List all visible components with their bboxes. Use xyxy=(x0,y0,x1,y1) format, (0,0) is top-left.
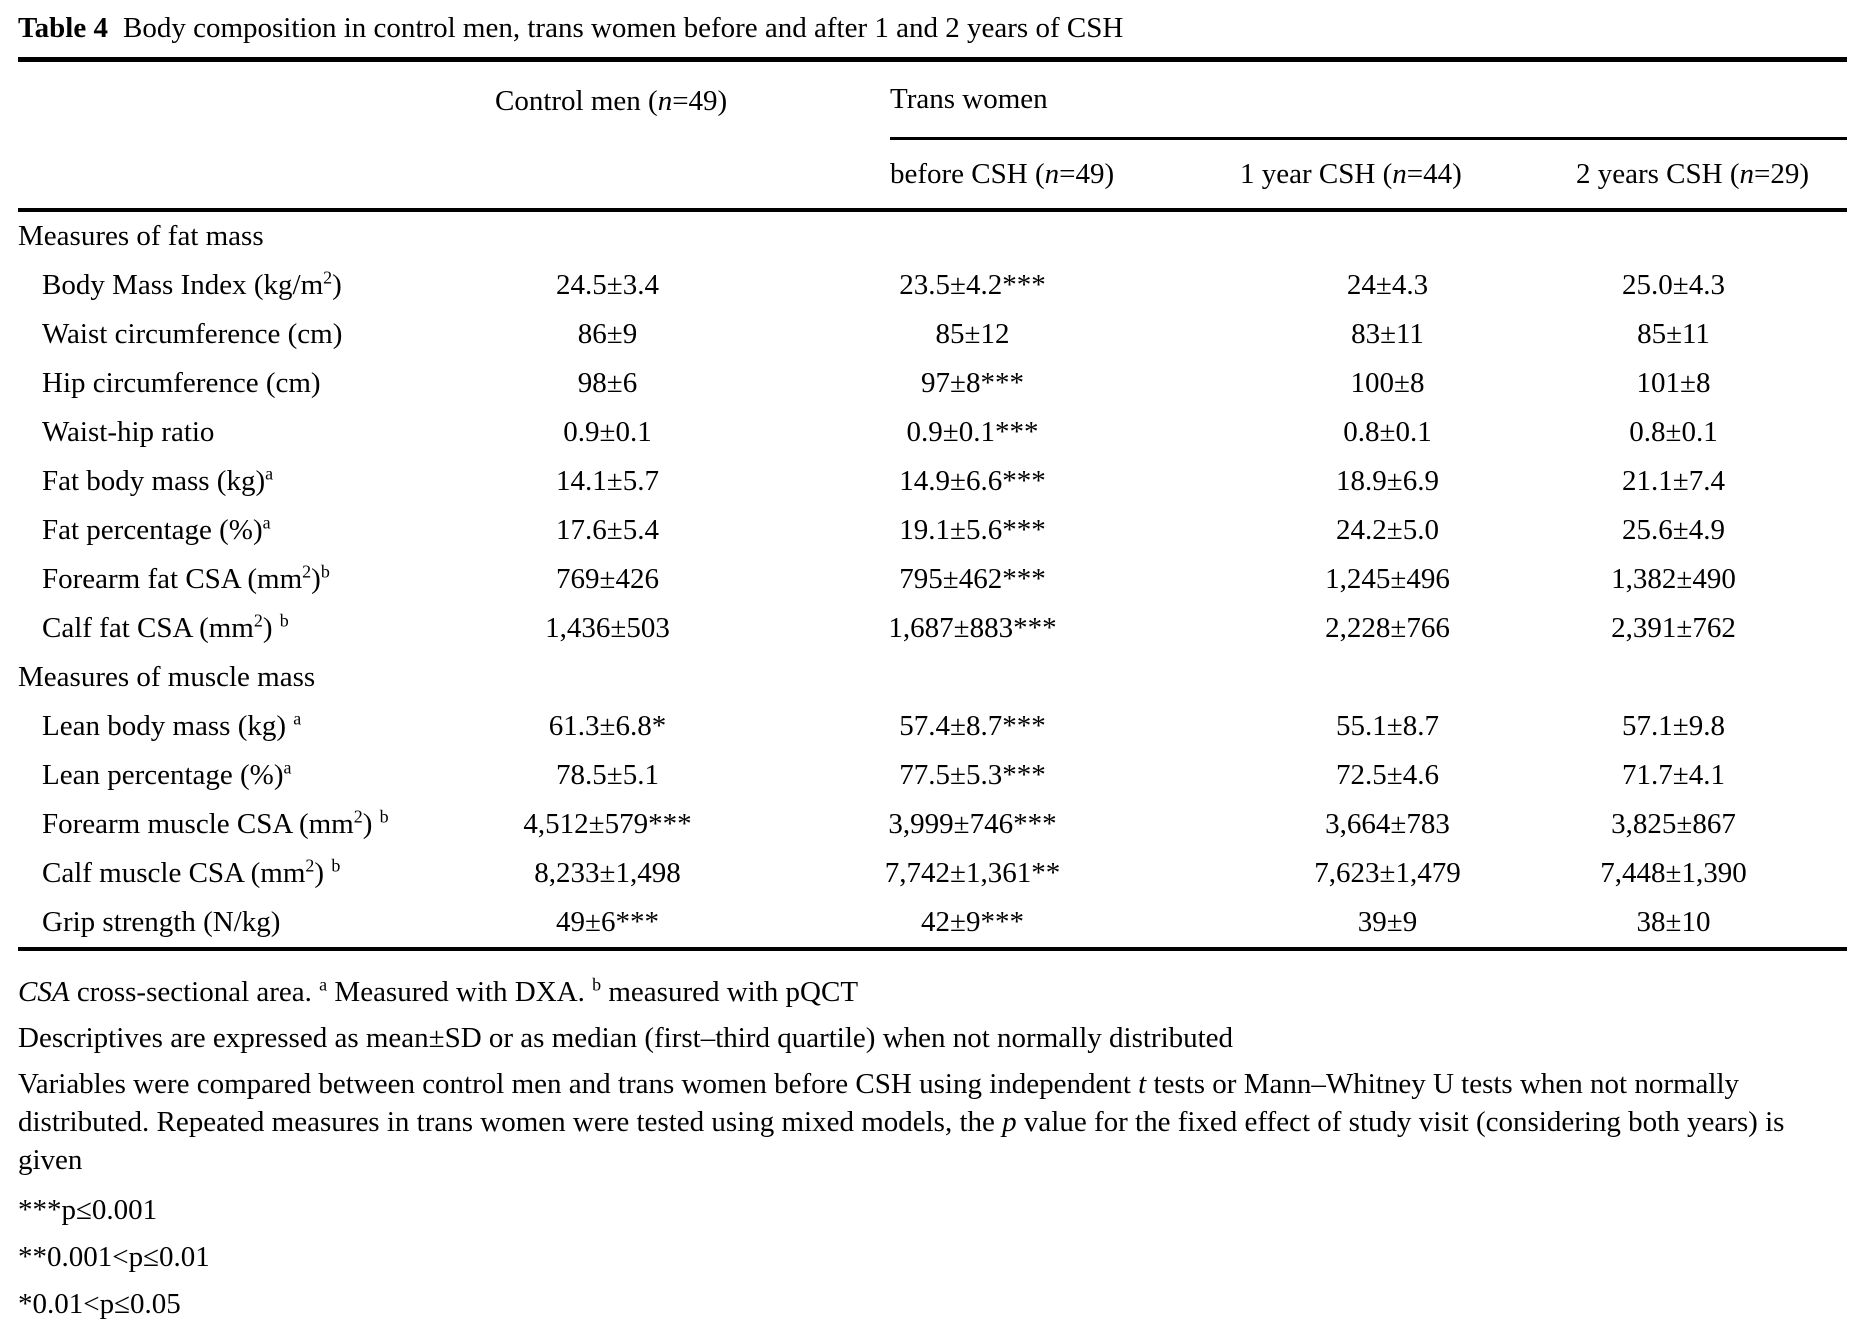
header-spacer xyxy=(18,140,445,210)
value-cell-before-csh: 14.9±6.6*** xyxy=(899,465,1046,497)
value-cell-2-years-csh: 21.1±7.4 xyxy=(1622,465,1725,497)
value-cell-2-years-csh: 101±8 xyxy=(1636,367,1711,399)
value-cell-2-years-csh: 57.1±9.8 xyxy=(1622,710,1725,742)
value-cell-1-year-csh: 7,623±1,479 xyxy=(1314,857,1461,889)
value-cell-control-men: 14.1±5.7 xyxy=(556,465,659,497)
value-cell-before-csh: 795±462*** xyxy=(899,563,1046,595)
value-cell-1-year-csh: 83±11 xyxy=(1351,318,1424,350)
section-heading: Measures of fat mass xyxy=(18,220,264,252)
value-cell-2-years-csh: 25.0±4.3 xyxy=(1622,269,1725,301)
value-cell-1-year-csh: 55.1±8.7 xyxy=(1336,710,1439,742)
section-row xyxy=(18,210,1847,261)
value-cell-1-year-csh: 24±4.3 xyxy=(1346,269,1429,301)
col-header-1-year-csh: 1 year CSH (n=44) xyxy=(1175,140,1530,210)
table-row xyxy=(18,849,1847,898)
col-header-2-years-csh: 2 years CSH (n=29) xyxy=(1530,140,1847,210)
row-label: Body Mass Index $(kg/m^2)$ xyxy=(42,267,342,301)
footnote-descriptives: Descriptives are expressed as mean±SD or as median (first–third quartile) when not normally distributed xyxy=(18,1022,1234,1054)
table-caption xyxy=(18,12,1847,45)
value-cell-1-year-csh: 1,245±496 xyxy=(1325,563,1450,595)
body-composition-table xyxy=(18,57,1847,951)
value-cell-2-years-csh: 2,391±762 xyxy=(1611,612,1736,644)
value-cell-control-men: 78.5±5.1 xyxy=(556,759,659,791)
value-cell-2-years-csh: 38±10 xyxy=(1530,898,1847,949)
value-cell-control-men: 4,512±579*** xyxy=(523,808,692,840)
value-cell-1-year-csh: 100±8 xyxy=(1350,367,1425,399)
table-caption-number: Table 4 xyxy=(18,12,108,44)
significance-level-1: *0.01<p≤0.05 xyxy=(18,1288,181,1320)
table-body xyxy=(18,210,1847,949)
value-cell-control-men: 0.9±0.1 xyxy=(563,416,652,448)
table-row xyxy=(18,506,1847,555)
footnote-abbreviations: CSA cross-sectional area. $^a$ Measured with DXA. $^b$ measured with pQCT xyxy=(18,974,859,1008)
value-cell-control-men: 8,233±1,498 xyxy=(534,857,681,889)
row-label: Forearm muscle CSA $(mm^2)$ $^b$ xyxy=(42,806,389,840)
value-cell-before-csh: 7,742±1,361** xyxy=(884,857,1061,889)
table-caption-text: Body composition in control men, trans women before and after 1 and 2 years of CSH xyxy=(123,12,1124,44)
table-row xyxy=(18,457,1847,506)
col-header-before-csh: before CSH (n=49) xyxy=(770,140,1175,210)
value-cell-2-years-csh: 3,825±867 xyxy=(1611,808,1736,840)
value-cell-control-men: 769±426 xyxy=(556,563,659,595)
value-cell-1-year-csh: 39±9 xyxy=(1175,898,1530,949)
value-cell-before-csh: 77.5±5.3*** xyxy=(899,759,1046,791)
value-cell-control-men: 17.6±5.4 xyxy=(556,514,659,546)
value-cell-1-year-csh: 18.9±6.9 xyxy=(1336,465,1439,497)
table-row xyxy=(18,359,1847,408)
value-cell-control-men: 1,436±503 xyxy=(545,612,670,644)
value-cell-control-men: 49±6*** xyxy=(445,898,770,949)
value-cell-2-years-csh: 0.8±0.1 xyxy=(1629,416,1718,448)
table-row xyxy=(18,702,1847,751)
value-cell-control-men: 24.5±3.4 xyxy=(556,269,659,301)
value-cell-2-years-csh: 85±11 xyxy=(1637,318,1710,350)
value-cell-before-csh: 1,687±883*** xyxy=(888,612,1057,644)
value-cell-before-csh: 85±12 xyxy=(935,318,1010,350)
value-cell-before-csh: 57.4±8.7*** xyxy=(899,710,1046,742)
value-cell-2-years-csh: 25.6±4.9 xyxy=(1622,514,1725,546)
section-row xyxy=(18,653,1847,702)
value-cell-2-years-csh: 7,448±1,390 xyxy=(1600,857,1747,889)
value-cell-1-year-csh: 3,664±783 xyxy=(1325,808,1450,840)
footnote-statistics: Variables were compared between control men and trans women before CSH using independent t tests or Mann–Whitney U tests when not normally distributed. Repeated measures in trans women were tested using mixed models, the p value for the fixed effect of study visit (considering both years) is given xyxy=(18,1068,1785,1176)
table-row xyxy=(18,800,1847,849)
row-label: Grip strength (N/kg) xyxy=(18,898,445,949)
value-cell-1-year-csh: 0.8±0.1 xyxy=(1343,416,1432,448)
value-cell-before-csh: 3,999±746*** xyxy=(888,808,1057,840)
row-label: Fat percentage (%)$^a$ xyxy=(42,512,271,546)
section-heading: Measures of muscle mass xyxy=(18,661,316,693)
value-cell-before-csh: 19.1±5.6*** xyxy=(899,514,1046,546)
value-cell-before-csh: 23.5±4.2*** xyxy=(899,269,1046,301)
row-label: Calf muscle CSA $(mm^2)$ $^b$ xyxy=(42,855,341,889)
table-row xyxy=(18,408,1847,457)
col-header-control-men: Control men (n=49) xyxy=(495,84,728,117)
header-spacer xyxy=(445,140,770,210)
value-cell-2-years-csh: 1,382±490 xyxy=(1611,563,1736,595)
table-row xyxy=(18,310,1847,359)
value-cell-2-years-csh: 71.7±4.1 xyxy=(1622,759,1725,791)
row-label: Hip circumference (cm) xyxy=(42,367,321,399)
table-row xyxy=(18,898,1847,949)
row-label: Fat body mass (kg)$^a$ xyxy=(42,463,274,497)
value-cell-1-year-csh: 2,228±766 xyxy=(1325,612,1450,644)
value-cell-1-year-csh: 72.5±4.6 xyxy=(1336,759,1439,791)
value-cell-1-year-csh: 24.2±5.0 xyxy=(1336,514,1439,546)
table-row xyxy=(18,604,1847,653)
value-cell-control-men: 61.3±6.8* xyxy=(548,710,667,742)
value-cell-before-csh: 0.9±0.1*** xyxy=(906,416,1039,448)
row-label: Lean percentage (%)$^a$ xyxy=(42,757,292,791)
row-label: Forearm fat CSA $(mm^2)^b$ xyxy=(42,561,330,595)
col-group-trans-women-label: Trans women xyxy=(890,62,1847,140)
table-header xyxy=(18,60,1847,211)
value-cell-before-csh: 97±8*** xyxy=(921,367,1024,399)
value-cell-before-csh: 42±9*** xyxy=(770,898,1175,949)
significance-level-3: ***p≤0.001 xyxy=(18,1194,158,1226)
col-group-trans-women xyxy=(770,60,1847,141)
table-row xyxy=(18,751,1847,800)
row-label: Waist-hip ratio xyxy=(42,416,215,448)
row-label: Calf fat CSA $(mm^2)$ $^b$ xyxy=(42,610,289,644)
footnotes xyxy=(18,973,1847,1328)
header-spacer xyxy=(18,60,445,141)
value-cell-control-men: 98±6 xyxy=(577,367,638,399)
table-row xyxy=(18,555,1847,604)
row-label: Lean body mass (kg) $^a$ xyxy=(42,708,302,742)
table-row xyxy=(18,261,1847,310)
significance-level-2: **0.001<p≤0.01 xyxy=(18,1241,210,1273)
row-label: Waist circumference (cm) xyxy=(42,318,343,350)
value-cell-control-men: 86±9 xyxy=(577,318,638,350)
